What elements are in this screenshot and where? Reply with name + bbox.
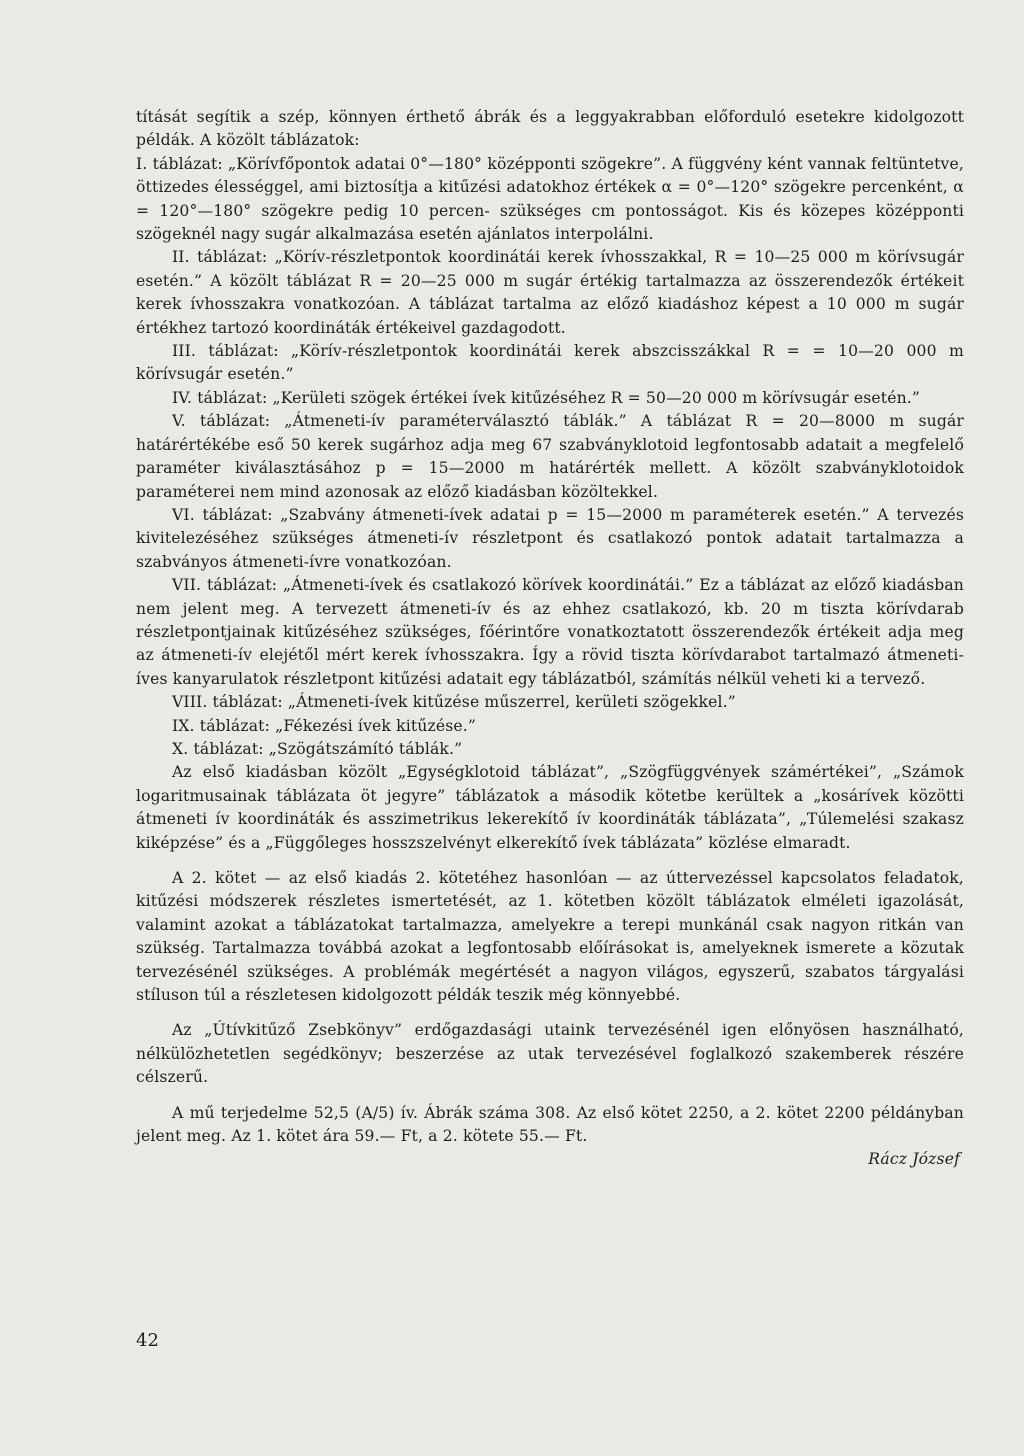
- paragraph: IX. táblázat: „Fékezési ívek kitűzése.”: [172, 716, 476, 735]
- paragraph: A mű terjedelme 52,5 (A/5) ív. Ábrák száma 308. Az első kötet 2250, a 2. kötet 2200 példányban jelent meg. Az 1. kötet ára 59.— Ft, a 2. kötete 55.— Ft.: [136, 1103, 964, 1146]
- article-text: [136, 106, 964, 1172]
- paragraph: X. táblázat: „Szögátszámító táblák.”: [172, 739, 463, 758]
- paragraph: V. táblázat: „Átmeneti-ív paraméterválasztó táblák.” A táblázat R = 20—8000 m sugár határértékébe eső 50 kerek sugárhoz adja meg 67 szabványklotoid legfontosabb adatait a megfelelő paraméter kiválasztásához p = 15—2000 m határérték mellett. A közölt szabványklotoidok paraméterei nem mind azonosak az előző kiadásban közöltekkel.: [136, 412, 964, 501]
- paragraph: Az „Útívkitűző Zsebkönyv” erdőgazdasági utaink tervezésénél igen előnyösen használható, nélkülözhetetlen segédkönyv; beszerzése az utak tervezésével foglalkozó szakemberek részére célszerű.: [136, 1021, 964, 1087]
- paragraph: II. táblázat: „Körív-részletpontok koordinátái kerek ívhosszakkal, R = 10—25 000 m körívsugár esetén.” A közölt táblázat R = 20—25 000 m sugár értékig tartalmazza az összerendezők értékeit kerek ívhosszakra vonatkozóan. A táblázat tartalma az előző kiadáshoz képest a 10 000 m sugár értékhez tartozó koordináták értékeivel gazdagodott.: [136, 248, 964, 337]
- author-signature: Rácz József: [868, 1150, 960, 1169]
- paragraph: III. táblázat: „Körív-részletpontok koordinátái kerek abszcisszákkal R = = 10—20 000 m körívsugár esetén.”: [136, 342, 964, 384]
- paragraph: títását segítik a szép, könnyen érthető ábrák és a leggyakrabban előforduló esetekre kidolgozott példák. A közölt táblázatok:: [136, 108, 964, 150]
- paragraph: I. táblázat: „Körívfőpontok adatai 0°—180° középponti szögekre”. A függvény ként vannak feltüntetve, öttizedes élességgel, ami biztosítja a kitűzési adatokhoz értékek α = 0°—120° szögekre percenként, α = 120°—180° szögekre pedig 10 percen- szükséges cm pontosságot. Kis és közepes középponti szögeknél nagy sugár alkalmazása esetén ajánlatos interpolálni.: [136, 154, 964, 244]
- paragraph: VIII. táblázat: „Átmeneti-ívek kitűzése műszerrel, kerületi szögekkel.”: [172, 693, 736, 712]
- page-number: 42: [136, 1330, 159, 1351]
- paragraph: IV. táblázat: „Kerületi szögek értékei ívek kitűzéséhez R = 50—20 000 m körívsugár esetén.”: [172, 388, 921, 407]
- paragraph: A 2. kötet — az első kiadás 2. kötetéhez hasonlóan — az úttervezéssel kapcsolatos feladatok, kitűzési módszerek részletes ismertetését, az 1. kötetben közölt táblázatok elméleti igazolását, valamint azokat a táblázatokat tartalmazza, amelyekre a terepi munkánál csak nagyon ritkán van szükség. Tartalmazza továbbá azokat a legfontosabb előírásokat is, amelyeknek ismerete a közutak tervezésénél szükséges. A problémák megértését a nagyon világos, egyszerű, szabatos tárgyalási stíluson túl a részletesen kidolgozott példák teszik még könnyebbé.: [136, 869, 964, 1005]
- paragraph: VI. táblázat: „Szabvány átmeneti-ívek adatai p = 15—2000 m paraméterek esetén.” A tervezés kivitelezéséhez szükséges átmeneti-ív részletpont és csatlakozó pontok adatait tartalmazza a szabványos átmeneti-ívre vonatkozóan.: [136, 505, 964, 571]
- paragraph: VII. táblázat: „Átmeneti-ívek és csatlakozó körívek koordinátái.” Ez a táblázat az előző kiadásban nem jelent meg. A tervezett átmeneti-ív és az ehhez csatlakozó, kb. 20 m tiszta körívdarab részletpontjainak kitűzéséhez szükséges, főérintőre vonatkoztatott összerendezők értékeit adja meg az átmeneti-ív elejétől mért kerek ívhosszakra. Így a rövid tiszta körívdarabot tartalmazó átmeneti-íves kanyarulatok részletpont kitűzési adatait egy táblázatból, számítás nélkül veheti ki a tervező.: [136, 576, 964, 688]
- paragraph: Az első kiadásban közölt „Egységklotoid táblázat”, „Szögfüggvények számértékei”, „Számok logaritmusainak táblázata öt jegyre” táblázatok a második kötetbe kerültek a „kosárívek közötti átmeneti ív koordináták és asszimetrikus lekerekítő ív koordináták táblázata”, „Túlemelési szakasz kiképzése” és a „Függőleges hosszszelvényt elkerekítő ívek táblázata” közlése elmaradt.: [136, 763, 964, 852]
